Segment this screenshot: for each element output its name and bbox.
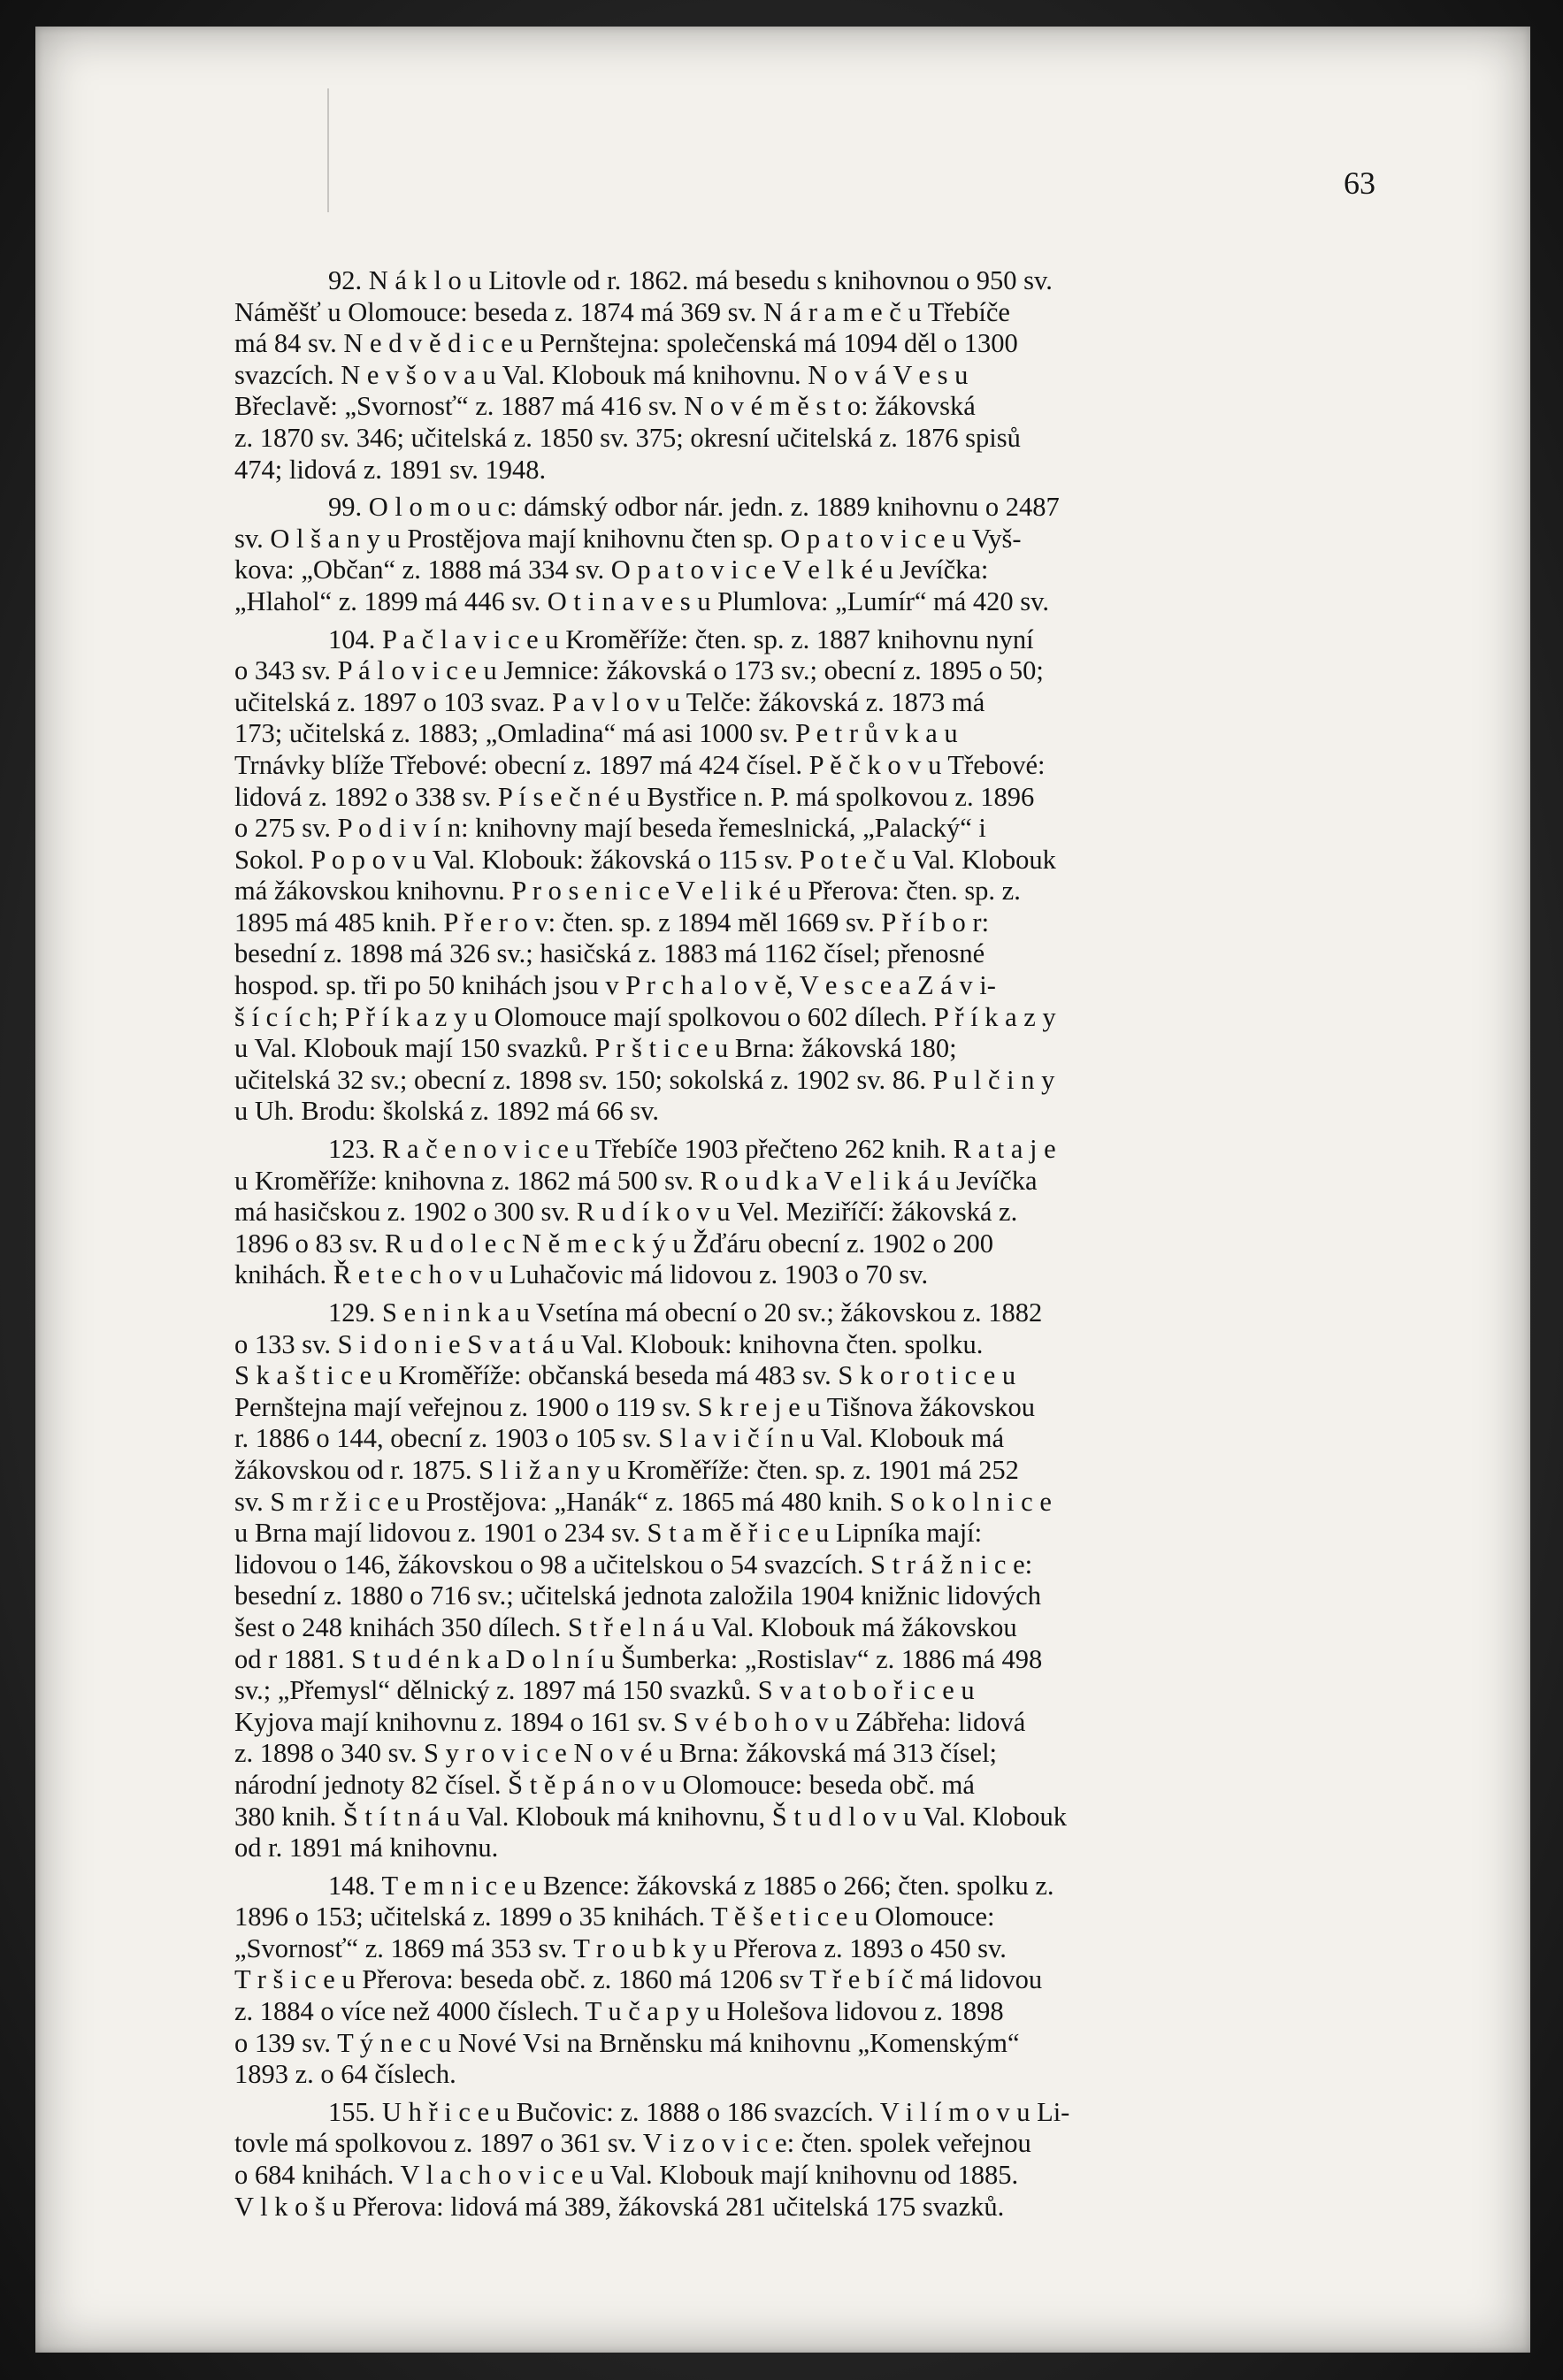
text-line: od r 1881. S t u d é n k a D o l n í u Šumberka: „Rostislav“ z. 1886 má 498 [234,1643,1043,1674]
text-line: Náměšť u Olomouce: beseda z. 1874 má 369 sv. N á r a m e č u Třebíče [234,296,1010,327]
text-line: u Uh. Brodu: školská z. 1892 má 66 sv. [234,1096,660,1127]
text-line: „Svornosť“ z. 1869 má 353 sv. T r o u b k y u Přerova z. 1893 o 450 sv. [234,1932,1007,1963]
text-line: o 684 knihách. V l a c h o v i c e u Val. Klobouk mají knihovnu od 1885. [234,2160,1019,2191]
text-line: 129. S e n i n k a u Vsetína má obecní o 20 sv.; žákovskou z. 1882 [328,1297,1043,1328]
text-line: Kyjova mají knihovnu z. 1894 o 161 sv. S v é b o h o v u Zábřeha: lidová [234,1706,1026,1737]
text-line: svazcích. N e v š o v a u Val. Klobouk má knihovnu. N o v á V e s u [234,359,969,390]
text-line: besední z. 1898 má 326 sv.; hasičská z. 1883 má 1162 čísel; přenosné [234,938,985,969]
paragraph [234,265,1384,486]
text-line: r. 1886 o 144, obecní z. 1903 o 105 sv. S l a v i č í n u Val. Klobouk má [234,1423,1005,1454]
paragraph [234,2097,1384,2223]
text-line: sv. S m r ž i c e u Prostějova: „Hanák“ z. 1865 má 480 knih. S o k o l n i c e [234,1486,1052,1517]
text-line: u Brna mají lidovou z. 1901 o 234 sv. S t a m ě ř i c e u Lipníka mají: [234,1518,983,1549]
text-line: besední z. 1880 o 716 sv.; učitelská jednota založila 1904 knižnic lidových [234,1580,1041,1611]
text-line: 104. P a č l a v i c e u Kroměříže: čten. sp. z. 1887 knihovnu nyní [328,624,1034,654]
paragraph [234,492,1384,617]
text-line: „Hlahol“ z. 1899 má 446 sv. O t i n a v e s u Plumlova: „Lumír“ má 420 sv. [234,585,1050,616]
text-line: S k a š t i c e u Kroměříže: občanská beseda má 483 sv. S k o r o t i c e u [234,1360,1016,1391]
page-number: 63 [1344,165,1375,201]
text-line: Trnávky blíže Třebové: obecní z. 1897 má 424 čísel. P ě č k o v u Třebové: [234,749,1046,780]
page-text [234,265,1384,2229]
text-line: T r š i c e u Přerova: beseda obč. z. 1860 má 1206 sv T ř e b í č má lidovou [234,1964,1043,1995]
text-line: 1893 z. o 64 číslech. [234,2059,456,2090]
text-line: š í c í c h; P ř í k a z y u Olomouce mají spolkovou o 602 dílech. P ř í k a z y [234,1001,1056,1032]
text-line: kova: „Občan“ z. 1888 má 334 sv. O p a t o v i c e V e l k é u Jevíčka: [234,555,989,585]
text-line: má žákovskou knihovnu. P r o s e n i c e V e l i k é u Přerova: čten. sp. z. [234,876,1021,907]
text-line: učitelská z. 1897 o 103 svaz. P a v l o v u Telče: žákovská z. 1873 má [234,686,985,717]
text-line: Břeclavě: „Svornosť“ z. 1887 má 416 sv. N o v é m ě s t o: žákovská [234,391,976,422]
text-line: u Val. Klobouk mají 150 svazků. P r š t i c e u Brna: žákovská 180; [234,1033,957,1064]
page-fold-mark [327,88,329,212]
book-page [35,27,1530,2353]
text-line: sv. O l š a n y u Prostějova mají knihovnu čten sp. O p a t o v i c e u Vyš- [234,523,1022,554]
text-line: žákovskou od r. 1875. S l i ž a n y u Kroměříže: čten. sp. z. 1901 má 252 [234,1454,1019,1485]
paragraph [234,1297,1384,1864]
text-line: o 133 sv. S i d o n i e S v a t á u Val. Klobouk: knihovna čten. spolku. [234,1328,984,1359]
text-line: V l k o š u Přerova: lidová má 389, žákovská 281 učitelská 175 svazků. [234,2191,1005,2222]
text-line: národní jednoty 82 čísel. Š t ě p á n o v u Olomouce: beseda obč. má [234,1769,975,1800]
text-line: Sokol. P o p o v u Val. Klobouk: žákovská o 115 sv. P o t e č u Val. Klobouk [234,844,1056,875]
text-line: hospod. sp. tři po 50 knihách jsou v P r c h a l o v ě, V e s c e a Z á v i- [234,970,996,1001]
text-line: Pernštejna mají veřejnou z. 1900 o 119 sv. S k r e j e u Tišnova žákovskou [234,1391,1036,1422]
text-line: lidová z. 1892 o 338 sv. P í s e č n é u Bystřice n. P. má spolkovou z. 1896 [234,781,1035,812]
text-line: o 275 sv. P o d i v í n: knihovny mají beseda řemeslnická, „Palacký“ i [234,813,986,844]
text-line: 99. O l o m o u c: dámský odbor nár. jedn. z. 1889 knihovnu o 2487 [328,492,1060,523]
text-line: sv.; „Přemysl“ dělnický z. 1897 má 150 svazků. S v a t o b o ř i c e u [234,1675,975,1706]
text-line: z. 1898 o 340 sv. S y r o v i c e N o v é u Brna: žákovská má 313 čísel; [234,1738,998,1769]
text-line: 1896 o 83 sv. R u d o l e c N ě m e c k ý u Žďáru obecní z. 1902 o 200 [234,1228,994,1259]
text-line: 1895 má 485 knih. P ř e r o v: čten. sp. z 1894 měl 1669 sv. P ř í b o r: [234,907,990,937]
paragraph [234,1134,1384,1291]
text-line: šest o 248 knihách 350 dílech. S t ř e l n á u Val. Klobouk má žákovskou [234,1611,1017,1642]
text-line: 173; učitelská z. 1883; „Omladina“ má asi 1000 sv. P e t r ů v k a u [234,718,958,749]
text-line: 474; lidová z. 1891 sv. 1948. [234,454,547,485]
paragraph [234,624,1384,1129]
text-line: od r. 1891 má knihovnu. [234,1833,499,1863]
text-line: o 139 sv. T ý n e c u Nové Vsi na Brněnsku má knihovnu „Komenským“ [234,2027,1020,2058]
text-line: má 84 sv. N e d v ě d i c e u Pernštejna: společenská má 1094 děl o 1300 [234,328,1018,359]
text-line: lidovou o 146, žákovskou o 98 a učitelskou o 54 svazcích. S t r á ž n i c e: [234,1549,1033,1580]
text-line: 148. T e m n i c e u Bzence: žákovská z 1885 o 266; čten. spolku z. [328,1870,1054,1901]
text-line: knihách. Ř e t e c h o v u Luhačovic má lidovou z. 1903 o 70 sv. [234,1259,929,1290]
text-line: tovle má spolkovou z. 1897 o 361 sv. V i z o v i c e: čten. spolek veřejnou [234,2128,1031,2159]
text-line: o 343 sv. P á l o v i c e u Jemnice: žákovská o 173 sv.; obecní z. 1895 o 50; [234,655,1044,686]
text-line: u Kroměříže: knihovna z. 1862 má 500 sv. R o u d k a V e l i k á u Jevíčka [234,1165,1038,1196]
text-line: 380 knih. Š t í t n á u Val. Klobouk má knihovnu, Š t u d l o v u Val. Klobouk [234,1801,1068,1832]
text-line: učitelská 32 sv.; obecní z. 1898 sv. 150; sokolská z. 1902 sv. 86. P u l č i n y [234,1064,1055,1095]
text-line: z. 1884 o více než 4000 číslech. T u č a p y u Holešova lidovou z. 1898 [234,1996,1004,2027]
paragraph [234,1871,1384,2091]
text-line: 155. U h ř i c e u Bučovic: z. 1888 o 186 svazcích. V i l í m o v u Li- [328,2096,1070,2127]
text-line: má hasičskou z. 1902 o 300 sv. R u d í k o v u Vel. Meziříčí: žákovská z. [234,1197,1018,1228]
text-line: z. 1870 sv. 346; učitelská z. 1850 sv. 375; okresní učitelská z. 1876 spisů [234,422,1021,453]
text-line: 92. N á k l o u Litovle od r. 1862. má besedu s knihovnou o 950 sv. [328,265,1053,295]
text-line: 1896 o 153; učitelská z. 1899 o 35 knihách. T ě š e t i c e u Olomouce: [234,1902,995,1932]
text-line: 123. R a č e n o v i c e u Třebíče 1903 přečteno 262 knih. R a t a j e [328,1134,1056,1165]
